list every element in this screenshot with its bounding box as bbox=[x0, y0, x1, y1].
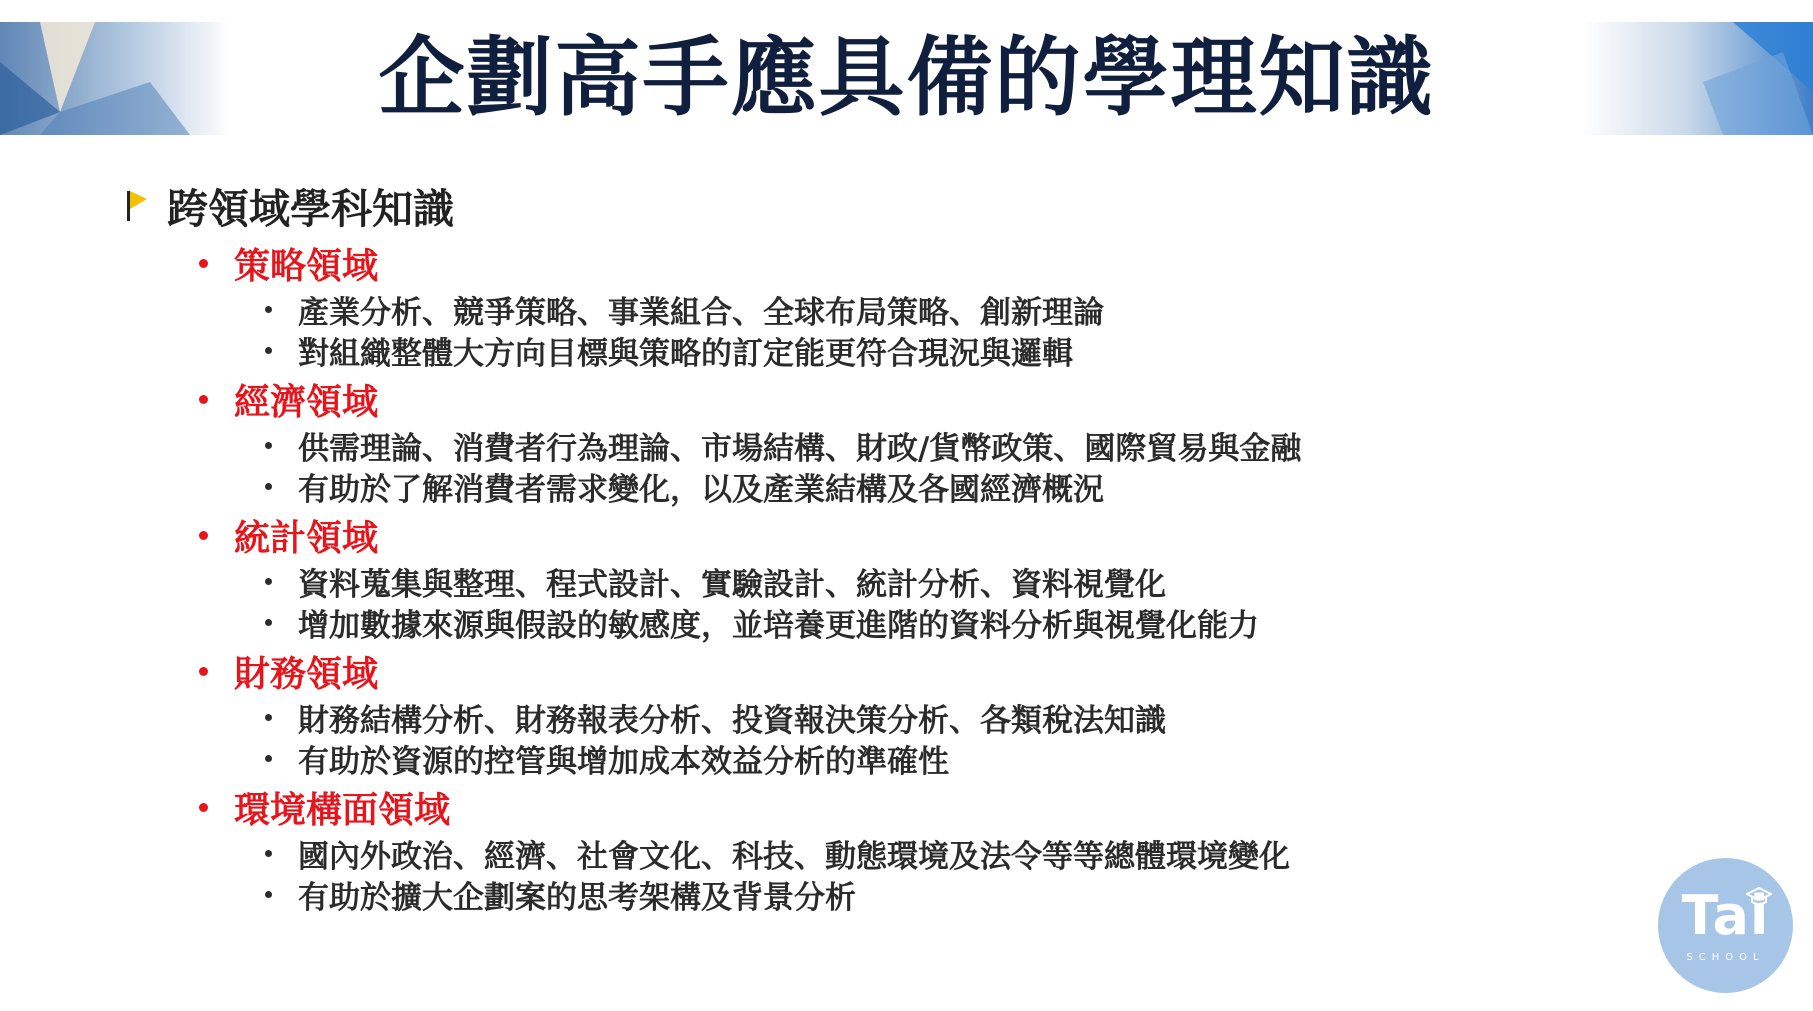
section-label: 經濟領域 bbox=[234, 381, 379, 423]
section-label: 財務領域 bbox=[234, 653, 379, 695]
section-finance bbox=[195, 645, 1525, 779]
bullet-dot bbox=[265, 619, 272, 626]
bullet-dot bbox=[265, 483, 272, 490]
bullet-dot bbox=[265, 442, 272, 449]
heading-row bbox=[125, 175, 1525, 235]
list-item bbox=[263, 874, 1525, 915]
list-item-text: 有助於擴大企劃案的思考架構及背景分析 bbox=[298, 880, 856, 916]
bullet-dot bbox=[265, 850, 272, 857]
list-item-text: 有助於了解消費者需求變化，以及產業結構及各國經濟概況 bbox=[298, 472, 1104, 508]
bullet-dot bbox=[199, 259, 208, 268]
section-label-row bbox=[195, 645, 1525, 697]
section-label-row bbox=[195, 237, 1525, 289]
section-strategy bbox=[195, 237, 1525, 371]
list-item-text: 資料蒐集與整理、程式設計、實驗設計、統計分析、資料視覺化 bbox=[298, 567, 1166, 603]
list-item-text: 對組織整體大方向目標與策略的訂定能更符合現況與邏輯 bbox=[298, 336, 1073, 372]
list-item bbox=[263, 425, 1525, 466]
list-item bbox=[263, 833, 1525, 874]
list-item bbox=[263, 697, 1525, 738]
bullet-dot bbox=[199, 531, 208, 540]
content-list bbox=[125, 175, 1525, 915]
logo-subtext: SCHOOL bbox=[1686, 952, 1765, 963]
section-label-row bbox=[195, 509, 1525, 561]
list-item bbox=[263, 561, 1525, 602]
list-item-text: 財務結構分析、財務報表分析、投資報決策分析、各類稅法知識 bbox=[298, 703, 1166, 739]
heading-text: 跨領域學科知識 bbox=[167, 184, 454, 233]
bullet-dot bbox=[265, 891, 272, 898]
list-item bbox=[263, 330, 1525, 371]
section-economics bbox=[195, 373, 1525, 507]
section-label-row bbox=[195, 781, 1525, 833]
section-environment bbox=[195, 781, 1525, 915]
logo-text: Tai bbox=[1681, 884, 1770, 947]
bullet-dot bbox=[265, 347, 272, 354]
section-label: 環境構面領域 bbox=[234, 789, 451, 831]
bullet-dot bbox=[199, 395, 208, 404]
list-item-text: 供需理論、消費者行為理論、市場結構、財政/貨幣政策、國際貿易與金融 bbox=[298, 431, 1302, 467]
list-item-text: 產業分析、競爭策略、事業組合、全球布局策略、創新理論 bbox=[298, 295, 1104, 331]
bullet-dot bbox=[265, 714, 272, 721]
bullet-dot bbox=[199, 803, 208, 812]
bullet-dot bbox=[265, 578, 272, 585]
section-label-row bbox=[195, 373, 1525, 425]
slide-title: 企劃高手應具備的學理知識 bbox=[378, 28, 1435, 128]
list-item-text: 有助於資源的控管與增加成本效益分析的準確性 bbox=[298, 744, 949, 780]
list-item bbox=[263, 602, 1525, 643]
school-logo bbox=[1658, 858, 1793, 993]
bullet-dot bbox=[199, 667, 208, 676]
list-item-text: 國內外政治、經濟、社會文化、科技、動態環境及法令等等總體環境變化 bbox=[298, 839, 1290, 875]
list-item-text: 增加數據來源與假設的敏感度，並培養更進階的資料分析與視覺化能力 bbox=[298, 608, 1259, 644]
list-item bbox=[263, 466, 1525, 507]
list-item bbox=[263, 738, 1525, 779]
list-item bbox=[263, 289, 1525, 330]
section-label: 策略領域 bbox=[234, 245, 379, 287]
section-label: 統計領域 bbox=[234, 517, 379, 559]
bullet-dot bbox=[265, 306, 272, 313]
bullet-dot bbox=[265, 755, 272, 762]
section-statistics bbox=[195, 509, 1525, 643]
flag-icon bbox=[125, 185, 155, 225]
